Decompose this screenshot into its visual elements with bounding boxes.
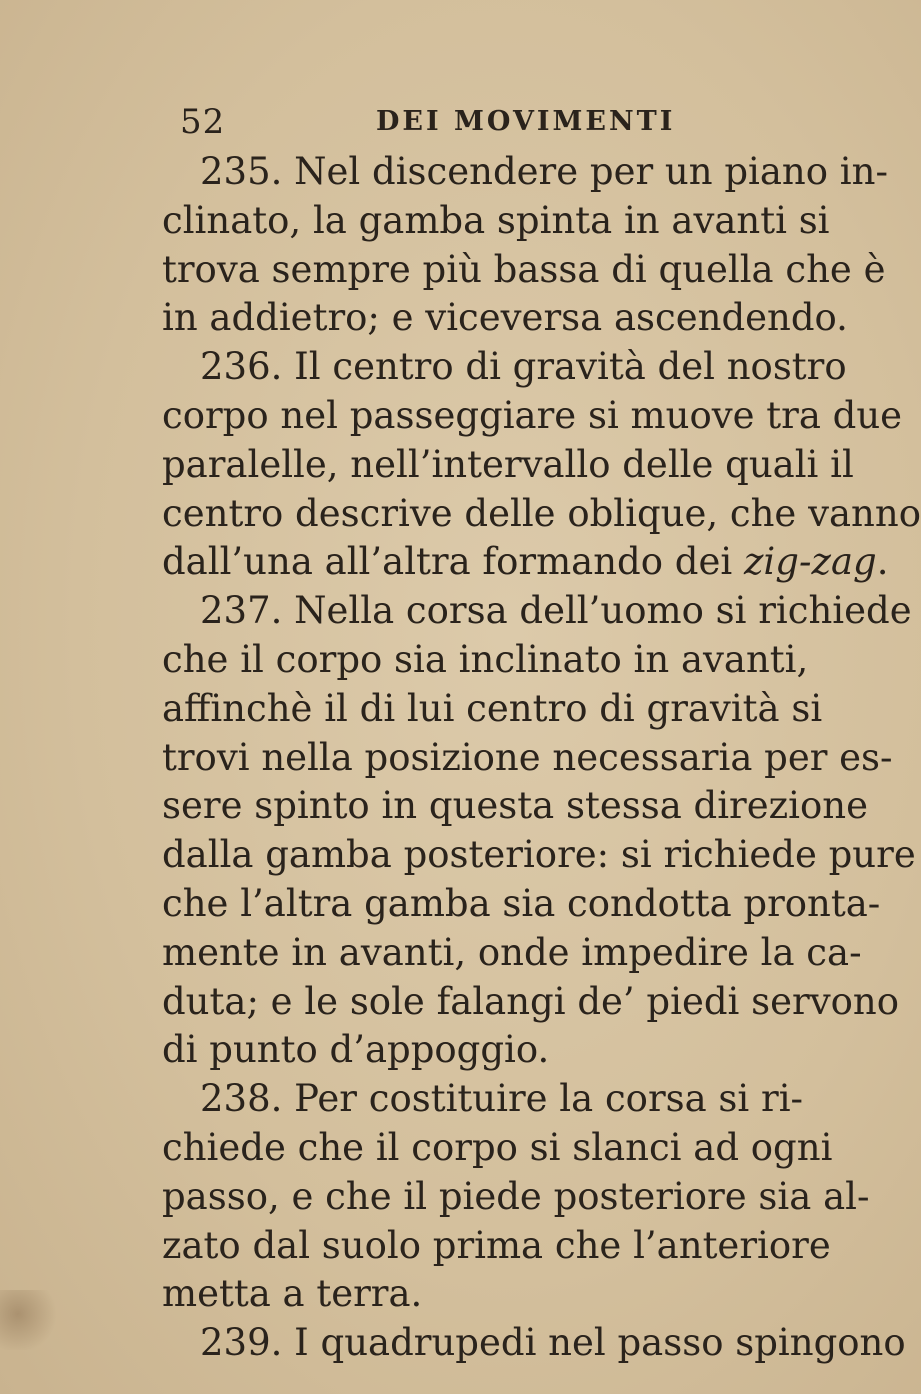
text-line: trova sempre più bassa di quella che è: [162, 247, 886, 291]
text-line: in addietro; e viceversa ascendendo.: [162, 296, 848, 340]
page-number: 52: [180, 102, 226, 142]
text-line: sere spinto in questa stessa direzione: [162, 784, 868, 828]
text-line: dalla gamba posteriore: si richiede pure: [162, 833, 916, 877]
text-line: 235. Nel discendere per un piano in-: [200, 150, 888, 193]
text-line: metta a terra.: [162, 1272, 423, 1316]
text-line: centro descrive delle oblique, che vanno: [162, 491, 921, 535]
text-line: paralelle, nell’intervallo delle quali il: [162, 442, 854, 486]
running-head: DEI MOVIMENTI: [376, 106, 676, 137]
text-line: 237. Nella corsa dell’uomo si richiede: [200, 589, 912, 633]
text-line: trovi nella posizione necessaria per es-: [162, 735, 893, 779]
text-line: che il corpo sia inclinato in avanti,: [162, 638, 809, 681]
text-line: clinato, la gamba spinta in avanti si: [162, 198, 830, 242]
text-line: chiede che il corpo si slanci ad ogni: [162, 1126, 833, 1169]
text-line: affinchè il di lui centro di gravità si: [162, 686, 823, 730]
text-line: passo, e che il piede posteriore sia al-: [162, 1174, 870, 1218]
text-line: 238. Per costituire la corsa si ri-: [200, 1077, 804, 1121]
paper-stain: [0, 1290, 60, 1350]
text-line: duta; e le sole falangi de’ piedi servono: [162, 979, 899, 1023]
text-line: dall’una all’altra formando dei zig-zag.: [162, 540, 889, 584]
text-line: che l’altra gamba sia condotta pronta-: [162, 882, 881, 925]
page-header: [180, 100, 740, 144]
text-line: 239. I quadrupedi nel passo spingono: [200, 1321, 906, 1365]
text-line: zato dal suolo prima che l’anteriore: [162, 1223, 831, 1267]
text-line: 236. Il centro di gravità del nostro: [200, 345, 847, 389]
text-line: mente in avanti, onde impedire la ca-: [162, 930, 862, 974]
text-line: corpo nel passeggiare si muove tra due: [162, 394, 903, 437]
text-line: di punto d’appoggio.: [162, 1028, 550, 1072]
